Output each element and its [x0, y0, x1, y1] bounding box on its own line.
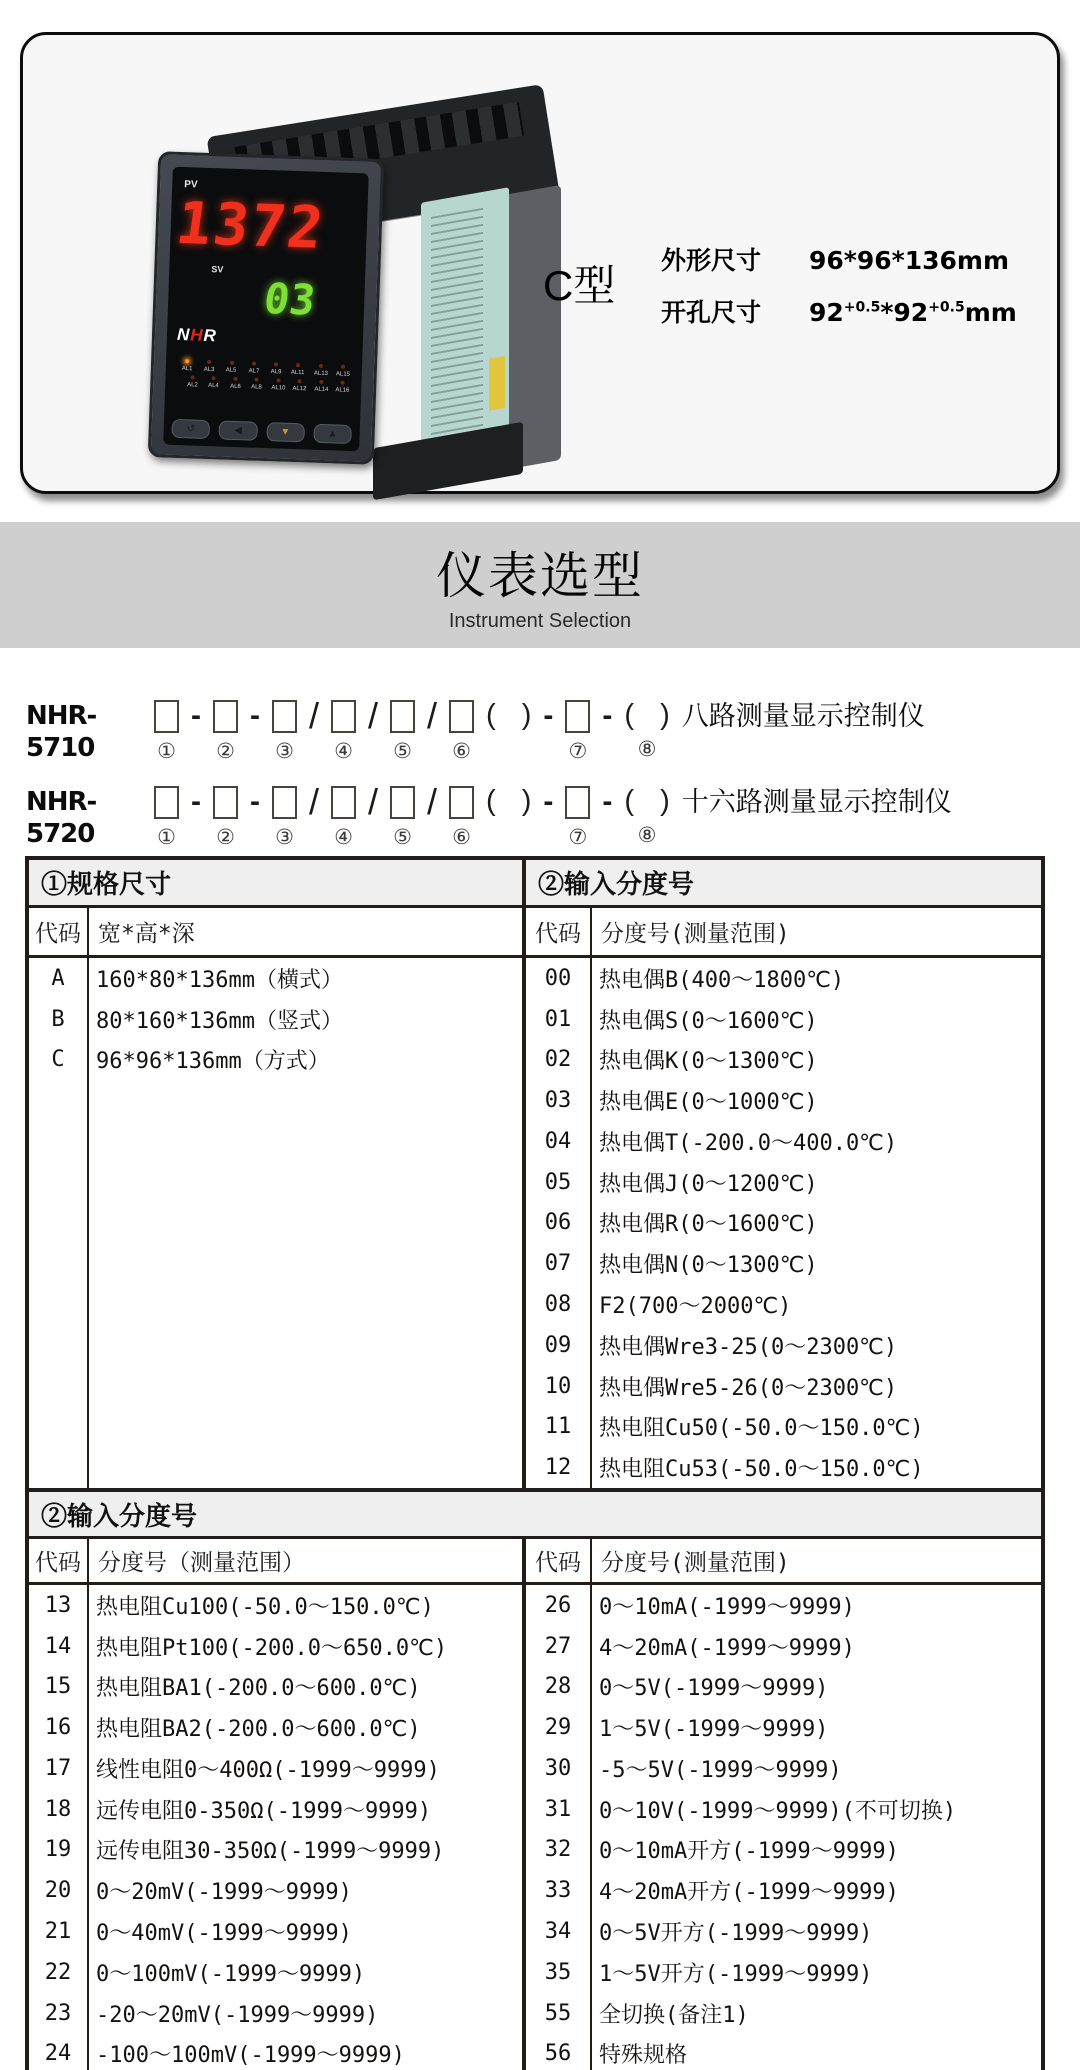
- led-row-2: [175, 375, 353, 394]
- table-row: 08 F2(700～2000℃): [544, 1292, 792, 1319]
- code-box: [565, 700, 590, 733]
- code-box: [390, 786, 415, 819]
- code-column-header: 代码: [29, 1539, 89, 1582]
- desc-column-header: 分度号(测量范围): [601, 921, 790, 947]
- code-box: [331, 700, 356, 733]
- alarm-led: AL10: [267, 378, 289, 392]
- selection-tables: [25, 856, 1045, 2070]
- code-column-header: 代码: [526, 1539, 592, 1582]
- code-cells: ① - ② - ③ / ④ / ⑤ / ⑥ ( ) - ⑦ - ( ) ⑧: [154, 700, 670, 764]
- front-buttons: [171, 419, 352, 444]
- alarm-led: AL14: [310, 380, 332, 394]
- table-row: C 96*96*136mm（方式）: [51, 1047, 330, 1075]
- table-row: A 160*80*136mm（横式）: [51, 965, 343, 993]
- model-description: 十六路测量显示控制仪: [681, 787, 952, 817]
- device-button-icon: ↺: [171, 419, 210, 439]
- code-box: [154, 786, 179, 819]
- table-row: 14 热电阻Pt100(-200.0～650.0℃): [44, 1633, 448, 1661]
- led-dot-icon: [207, 360, 211, 364]
- table-row: B 80*160*136mm（竖式）: [51, 1006, 343, 1034]
- table-section-2: [29, 1539, 1041, 2070]
- spec-size-table: [29, 860, 526, 1488]
- alarm-led-grid: [175, 359, 354, 397]
- alarm-led: AL4: [203, 376, 225, 390]
- paren-group: ( ): [486, 785, 532, 817]
- desc-column-header: 分度号（测量范围）: [98, 1550, 305, 1576]
- paren-group: ( ): [624, 785, 670, 817]
- outline-dimension-label: 外形尺寸: [661, 247, 762, 275]
- table-row: 27 4～20mA(-1999～9999): [544, 1633, 855, 1661]
- led-dot-icon: [298, 379, 302, 383]
- table-row: 05 热电偶J(0～1200℃): [544, 1169, 818, 1197]
- code-box: [390, 700, 415, 733]
- brand-logo: NHR: [176, 324, 218, 346]
- table-row: 56 特殊规格: [544, 2041, 688, 2069]
- table-row: 09 热电偶Wre3-25(0～2300℃): [544, 1332, 898, 1360]
- table-row: 33 4～20mA开方(-1999～9999): [544, 1878, 899, 1906]
- table-row: 34 0～5V开方(-1999～9999): [544, 1919, 873, 1946]
- led-dot-icon: [233, 377, 237, 381]
- code-cells: ① - ② - ③ / ④ / ⑤ / ⑥ ( ) - ⑦ - ( ) ⑧: [154, 786, 670, 850]
- led-dot-icon: [230, 361, 234, 365]
- pv-readout: 1372: [172, 188, 330, 262]
- table-row: 30 -5～5V(-1999～9999): [544, 1755, 842, 1783]
- cutout-dimension-row: [661, 293, 1017, 345]
- table-row: 21 0～40mV(-1999～9999): [44, 1919, 352, 1946]
- alarm-led: AL9: [265, 362, 287, 376]
- alarm-led: AL13: [309, 364, 331, 378]
- input-grad-subheader: [526, 1539, 1041, 1585]
- led-dot-icon: [252, 362, 256, 366]
- paren-group: ( ): [624, 699, 670, 731]
- cutout-dimension-value: $92^{+0.5}*92^{+0.5}mm$: [809, 298, 1017, 327]
- table-row: 28 0～5V(-1999～9999): [544, 1674, 829, 1702]
- led-dot-icon: [276, 378, 280, 382]
- code-box: [331, 786, 356, 819]
- input-grad-rows-2-left: [29, 1585, 522, 2070]
- input-grad-table-1: [526, 860, 1041, 1488]
- code-box: [154, 700, 179, 733]
- alarm-led: AL2: [181, 375, 203, 389]
- alarm-led: AL7: [243, 361, 265, 375]
- table-row: 19 远传电阻30-350Ω(-1999～9999): [44, 1837, 445, 1865]
- table-row: 13 热电阻Cu100(-50.0～150.0℃): [44, 1592, 434, 1620]
- alarm-led: AL16: [332, 380, 354, 394]
- banner-subtitle: Instrument Selection: [448, 610, 632, 632]
- outline-dimension-row: [661, 241, 1017, 293]
- code-column-header: 代码: [29, 908, 89, 955]
- input-grad-subheader: [29, 1539, 522, 1585]
- sv-label: SV: [211, 264, 224, 275]
- alarm-led: AL5: [220, 360, 242, 374]
- alarm-led: AL15: [332, 364, 354, 378]
- alarm-led: AL12: [289, 379, 311, 393]
- ordering-code-line: [26, 781, 952, 850]
- led-dot-icon: [212, 376, 216, 380]
- alarm-led: AL3: [198, 360, 220, 374]
- instrument-illustration: [83, 75, 623, 475]
- input-grad-table-2-left: [29, 1539, 526, 2070]
- led-dot-icon: [190, 375, 194, 379]
- table-row: 03 热电偶E(0～1000℃): [544, 1088, 818, 1116]
- code-box: [449, 700, 474, 733]
- desc-column-header: 分度号(测量范围): [601, 1550, 790, 1576]
- device-front-panel: [148, 151, 385, 465]
- table-row: 10 热电偶Wre5-26(0～2300℃): [544, 1373, 898, 1401]
- table-row: 02 热电偶K(0～1300℃): [544, 1047, 818, 1075]
- model-description: 八路测量显示控制仪: [681, 701, 925, 731]
- table-row: 20 0～20mV(-1999～9999): [44, 1878, 352, 1906]
- code-column-header: 代码: [526, 908, 592, 955]
- pv-label: PV: [184, 179, 198, 191]
- cutout-dimension-label: 开孔尺寸: [661, 299, 762, 327]
- table-row: 01 热电偶S(0～1600℃): [544, 1006, 818, 1034]
- led-dot-icon: [255, 378, 259, 382]
- sv-readout: 03: [260, 274, 319, 325]
- table-row: 15 热电阻BA1(-200.0～600.0℃): [44, 1674, 421, 1702]
- table-row: 07 热电偶N(0～1300℃): [544, 1251, 818, 1279]
- ordering-code-line: [26, 695, 952, 764]
- table-row: 12 热电阻Cu53(-50.0～150.0℃): [544, 1455, 924, 1483]
- device-screen: [163, 167, 369, 452]
- led-dot-icon: [341, 381, 345, 385]
- table-row: 06 热电偶R(0～1600℃): [544, 1210, 818, 1238]
- input-grad-rows-2-right: [526, 1585, 1041, 2070]
- table-row: 24 -100～100mV(-1999～9999): [44, 2041, 405, 2069]
- spec-size-rows: [29, 958, 522, 1488]
- code-box: [272, 786, 297, 819]
- table-row: 35 1～5V开方(-1999～9999): [544, 1959, 873, 1987]
- alarm-led: AL8: [246, 377, 268, 391]
- input-grad-rows-1: [526, 958, 1041, 1488]
- led-dot-icon: [319, 364, 323, 368]
- dimension-specs: [661, 241, 1017, 345]
- table-row: 32 0～10mA开方(-1999～9999): [544, 1837, 899, 1865]
- led-dot-icon: [341, 365, 345, 369]
- input-grad-table-2-right: [526, 1539, 1041, 2070]
- code-box: [213, 700, 238, 733]
- device-button-icon: ◀: [219, 420, 258, 440]
- model-number: NHR-5710: [26, 701, 97, 763]
- table-row: 55 全切换(备注1): [544, 2000, 749, 2028]
- code-box: [213, 786, 238, 819]
- led-dot-icon: [319, 380, 323, 384]
- code-box: [272, 700, 297, 733]
- model-number: NHR-5720: [26, 787, 97, 849]
- spec-size-header: ①规格尺寸: [29, 860, 522, 908]
- device-button-icon: ▼: [266, 422, 305, 442]
- table-row: 11 热电阻Cu50(-50.0～150.0℃): [544, 1414, 924, 1442]
- table-row: 00 热电偶B(400～1800℃): [544, 965, 845, 993]
- table-section-1: [29, 860, 1041, 1488]
- alarm-led: AL1: [176, 359, 198, 373]
- section-banner: [0, 522, 1080, 648]
- input-grad-header: ②输入分度号: [526, 860, 1041, 908]
- table-row: 04 热电偶T(-200.0～400.0℃): [544, 1128, 898, 1156]
- desc-column-header: 宽*高*深: [98, 921, 195, 947]
- table-row: 22 0～100mV(-1999～9999): [44, 1959, 366, 1987]
- device-button-icon: ▲: [313, 424, 352, 444]
- table-row: 17 线性电阻0～400Ω(-1999～9999): [44, 1755, 440, 1783]
- paren-group: ( ): [486, 699, 532, 731]
- table-row: 29 1～5V(-1999～9999): [544, 1715, 829, 1743]
- led-dot-icon: [274, 362, 278, 366]
- banner-title: 仪表选型: [436, 548, 644, 604]
- side-label-panel: [421, 187, 509, 465]
- table-row: 26 0～10mA(-1999～9999): [544, 1592, 855, 1620]
- table-row: 16 热电阻BA2(-200.0～600.0℃): [44, 1715, 421, 1743]
- input-grad-subheader: [526, 908, 1041, 958]
- spec-size-subheader: [29, 908, 522, 958]
- led-dot-icon: [296, 363, 300, 367]
- product-photo-card: [20, 32, 1060, 494]
- code-box: [565, 786, 590, 819]
- alarm-led: AL11: [287, 363, 309, 377]
- code-box: [449, 786, 474, 819]
- led-dot-icon: [185, 359, 189, 363]
- outline-dimension-value: 96*96*136mm: [809, 246, 1010, 275]
- table-row: 18 远传电阻0-350Ω(-1999～9999): [44, 1796, 432, 1824]
- yellow-sticker: [489, 356, 505, 411]
- alarm-led: AL6: [224, 377, 246, 391]
- input-grad-header-2: ②输入分度号: [29, 1488, 1041, 1539]
- table-row: 31 0～10V(-1999～9999)(不可切换): [544, 1796, 957, 1824]
- table-row: 23 -20～20mV(-1999～9999): [44, 2000, 379, 2028]
- ordering-code-block: [26, 695, 952, 872]
- model-type-label: C型: [543, 262, 616, 309]
